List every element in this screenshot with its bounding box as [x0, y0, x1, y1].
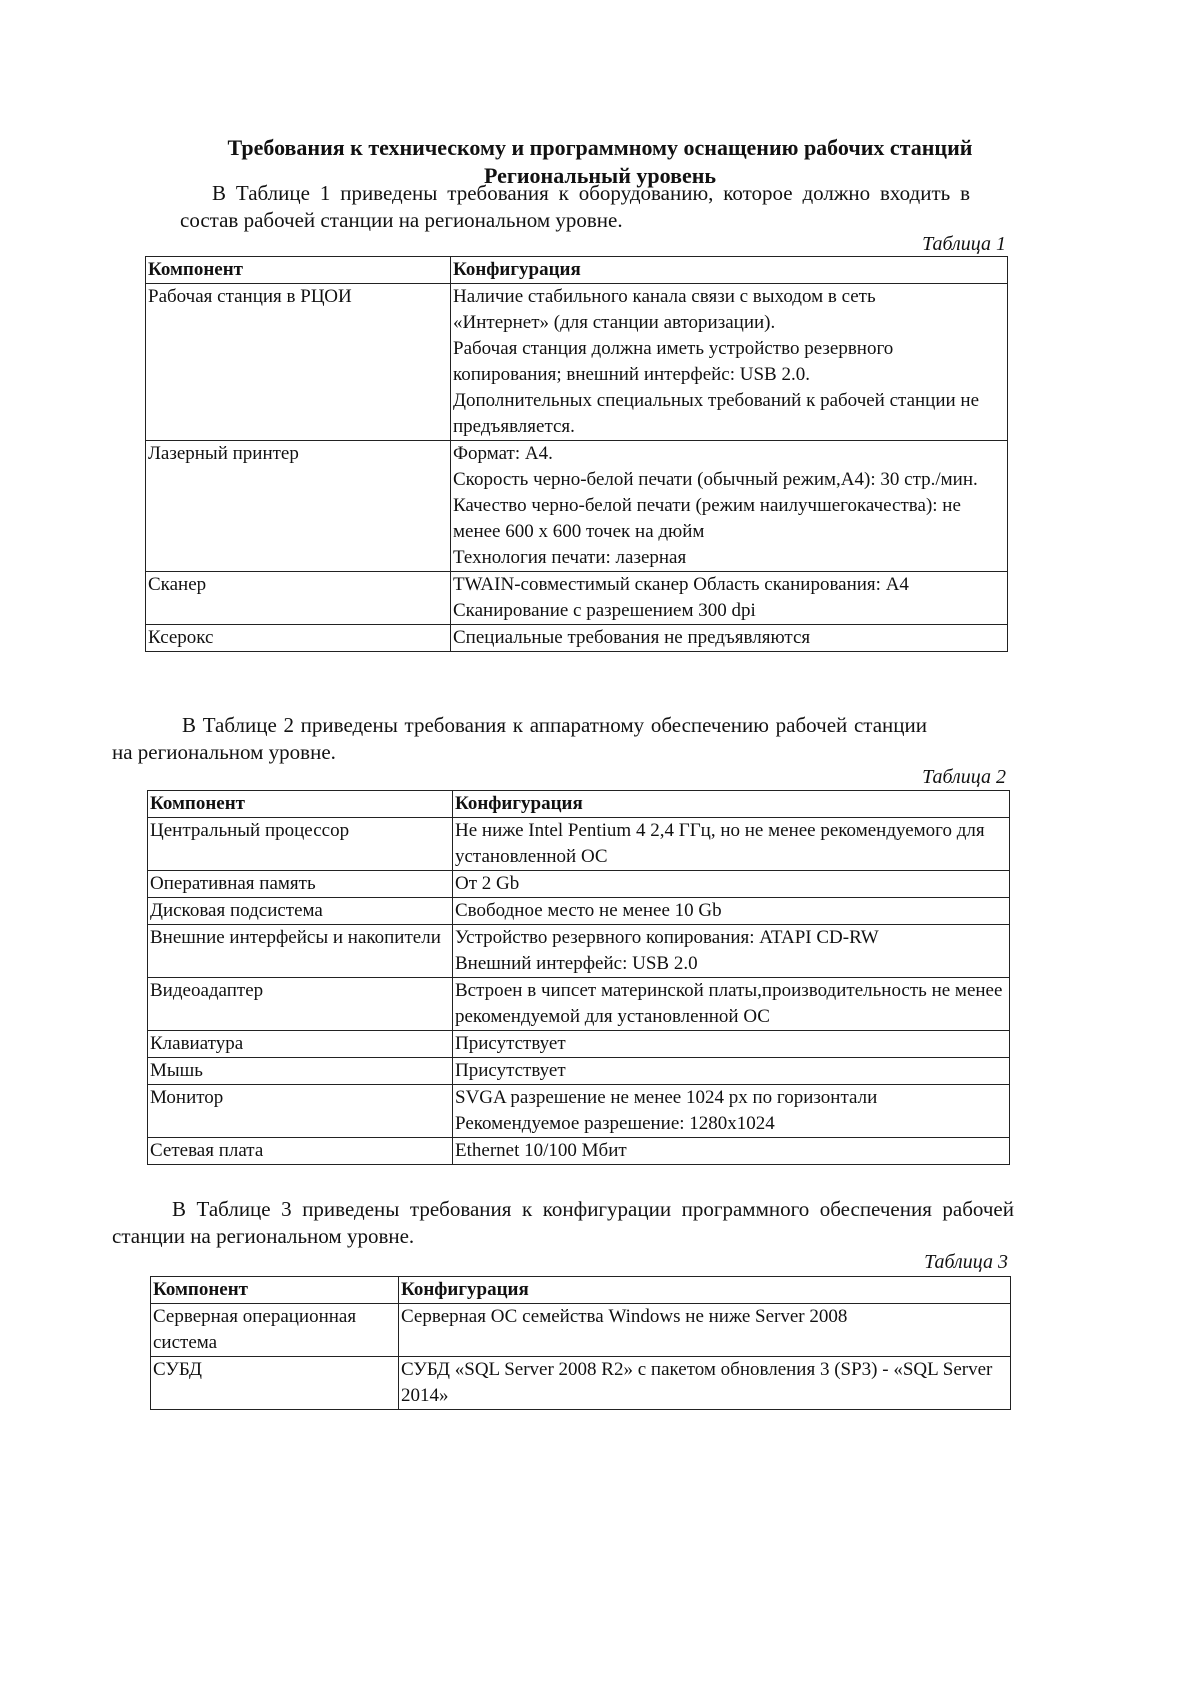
component-cell: Клавиатура [148, 1031, 453, 1058]
configuration-cell [451, 625, 1008, 652]
header-configuration: Конфигурация [453, 791, 1010, 818]
configuration-line: Специальные требования не предъявляются [453, 627, 811, 648]
table-row [146, 441, 1008, 572]
configuration-line: Присутствует [455, 1060, 566, 1081]
table-1-body [146, 284, 1008, 652]
configuration-line: TWAIN-совместимый сканер Область сканирования: А4 [453, 574, 909, 595]
component-cell: Рабочая станция в РЦОИ [146, 284, 451, 441]
table-row [148, 871, 1010, 898]
table-row [148, 925, 1010, 978]
configuration-cell [451, 441, 1008, 572]
configuration-line: Наличие стабильного канала связи с выходом в сеть [453, 286, 876, 307]
title-line-1: Требования к техническому и программному оснащению рабочих станций [227, 135, 973, 160]
component-cell: Сетевая плата [148, 1138, 453, 1165]
configuration-line: Рабочая станция должна иметь устройство резервного копирования; внешний интерфейс: USB 2.0. [453, 338, 894, 385]
component-cell: Мышь [148, 1058, 453, 1085]
header-component: Компонент [146, 257, 451, 284]
table-row [148, 1058, 1010, 1085]
configuration-line: Не ниже Intel Pentium 4 2,4 ГГц, но не менее рекомендуемого для установленной ОС [455, 820, 985, 867]
configuration-line: Скорость черно-белой печати (обычный режим,А4): 30 стр./мин. Качество черно-белой печати (режим наилучшегокачества): не менее 600 х 600 точек на дюйм [453, 469, 978, 542]
configuration-line: Ethernet 10/100 Мбит [455, 1140, 627, 1161]
table-row [146, 572, 1008, 625]
component-cell: СУБД [151, 1357, 399, 1410]
configuration-cell [399, 1357, 1011, 1410]
configuration-line: Устройство резервного копирования: ATAPI CD-RW [455, 927, 879, 948]
configuration-cell [453, 898, 1010, 925]
configuration-line: «Интернет» (для станции авторизации). [453, 312, 776, 333]
table-1 [145, 256, 1008, 652]
configuration-line: SVGA разрешение не менее 1024 рх по горизонтали [455, 1087, 878, 1108]
table-row [148, 978, 1010, 1031]
table-3-body [151, 1304, 1011, 1410]
table1-caption: Таблица 1 [922, 233, 1006, 255]
table-row [148, 898, 1010, 925]
configuration-cell [453, 1138, 1010, 1165]
table-header-row [146, 257, 1008, 284]
table-row [148, 1085, 1010, 1138]
table-row [151, 1304, 1011, 1357]
configuration-line: Свободное место не менее 10 Gb [455, 900, 722, 921]
table-3 [150, 1276, 1011, 1410]
header-configuration: Конфигурация [451, 257, 1008, 284]
component-cell: Центральный процессор [148, 818, 453, 871]
component-cell: Дисковая подсистема [148, 898, 453, 925]
configuration-cell [453, 978, 1010, 1031]
table-row [146, 284, 1008, 441]
table3-caption: Таблица 3 [924, 1251, 1008, 1273]
configuration-cell [453, 1085, 1010, 1138]
configuration-cell [453, 1058, 1010, 1085]
intro-paragraph-3: В Таблице 3 приведены требования к конфигурации программного обеспечения рабочей станции на региональном уровне. [112, 1197, 1014, 1248]
configuration-cell [453, 818, 1010, 871]
component-cell: Видеоадаптер [148, 978, 453, 1031]
title-line-2: Региональный уровень [483, 163, 717, 188]
component-cell: Монитор [148, 1085, 453, 1138]
component-cell: Лазерный принтер [146, 441, 451, 572]
component-cell: Оперативная память [148, 871, 453, 898]
configuration-line: Формат: А4. [453, 443, 553, 464]
configuration-cell [453, 925, 1010, 978]
intro-paragraph-2: В Таблице 2 приведены требования к аппаратному обеспечению рабочей станции на региональном уровне. [112, 713, 927, 764]
configuration-cell [453, 1031, 1010, 1058]
component-cell: Сканер [146, 572, 451, 625]
configuration-line: Присутствует [455, 1033, 566, 1054]
configuration-line: Дополнительных специальных требований к рабочей станции не предъявляется. [453, 390, 980, 437]
table-row [151, 1357, 1011, 1410]
table-header-row [148, 791, 1010, 818]
table-row [148, 1138, 1010, 1165]
configuration-cell [451, 284, 1008, 441]
component-cell: Серверная операционная система [151, 1304, 399, 1357]
configuration-line: Рекомендуемое разрешение: 1280х1024 [455, 1113, 775, 1134]
table2-caption: Таблица 2 [922, 766, 1006, 788]
component-cell: Ксерокс [146, 625, 451, 652]
intro-paragraph-1: В Таблице 1 приведены требования к оборудованию, которое должно входить в состав рабочей станции на региональном уровне. [180, 181, 970, 232]
header-configuration: Конфигурация [399, 1277, 1011, 1304]
configuration-line: Внешний интерфейс: USB 2.0 [455, 953, 698, 974]
table-2 [147, 790, 1010, 1165]
table-row [148, 1031, 1010, 1058]
configuration-cell [451, 572, 1008, 625]
header-component: Компонент [148, 791, 453, 818]
configuration-line: Технология печати: лазерная [453, 547, 687, 568]
configuration-line: Встроен в чипсет материнской платы,производительность не менее рекомендуемой для установленной ОС [455, 980, 1003, 1027]
configuration-cell [453, 871, 1010, 898]
configuration-line: СУБД «SQL Server 2008 R2» с пакетом обновления 3 (SP3) - «SQL Server 2014» [401, 1359, 993, 1406]
configuration-line: Сканирование с разрешением 300 dpi [453, 600, 756, 621]
table-2-body [148, 818, 1010, 1165]
component-cell: Внешние интерфейсы и накопители [148, 925, 453, 978]
table-row [148, 818, 1010, 871]
configuration-line: Серверная ОС семейства Windows не ниже Server 2008 [401, 1306, 848, 1327]
header-component: Компонент [151, 1277, 399, 1304]
table-header-row [151, 1277, 1011, 1304]
configuration-line: От 2 Gb [455, 873, 520, 894]
table-row [146, 625, 1008, 652]
configuration-cell [399, 1304, 1011, 1357]
